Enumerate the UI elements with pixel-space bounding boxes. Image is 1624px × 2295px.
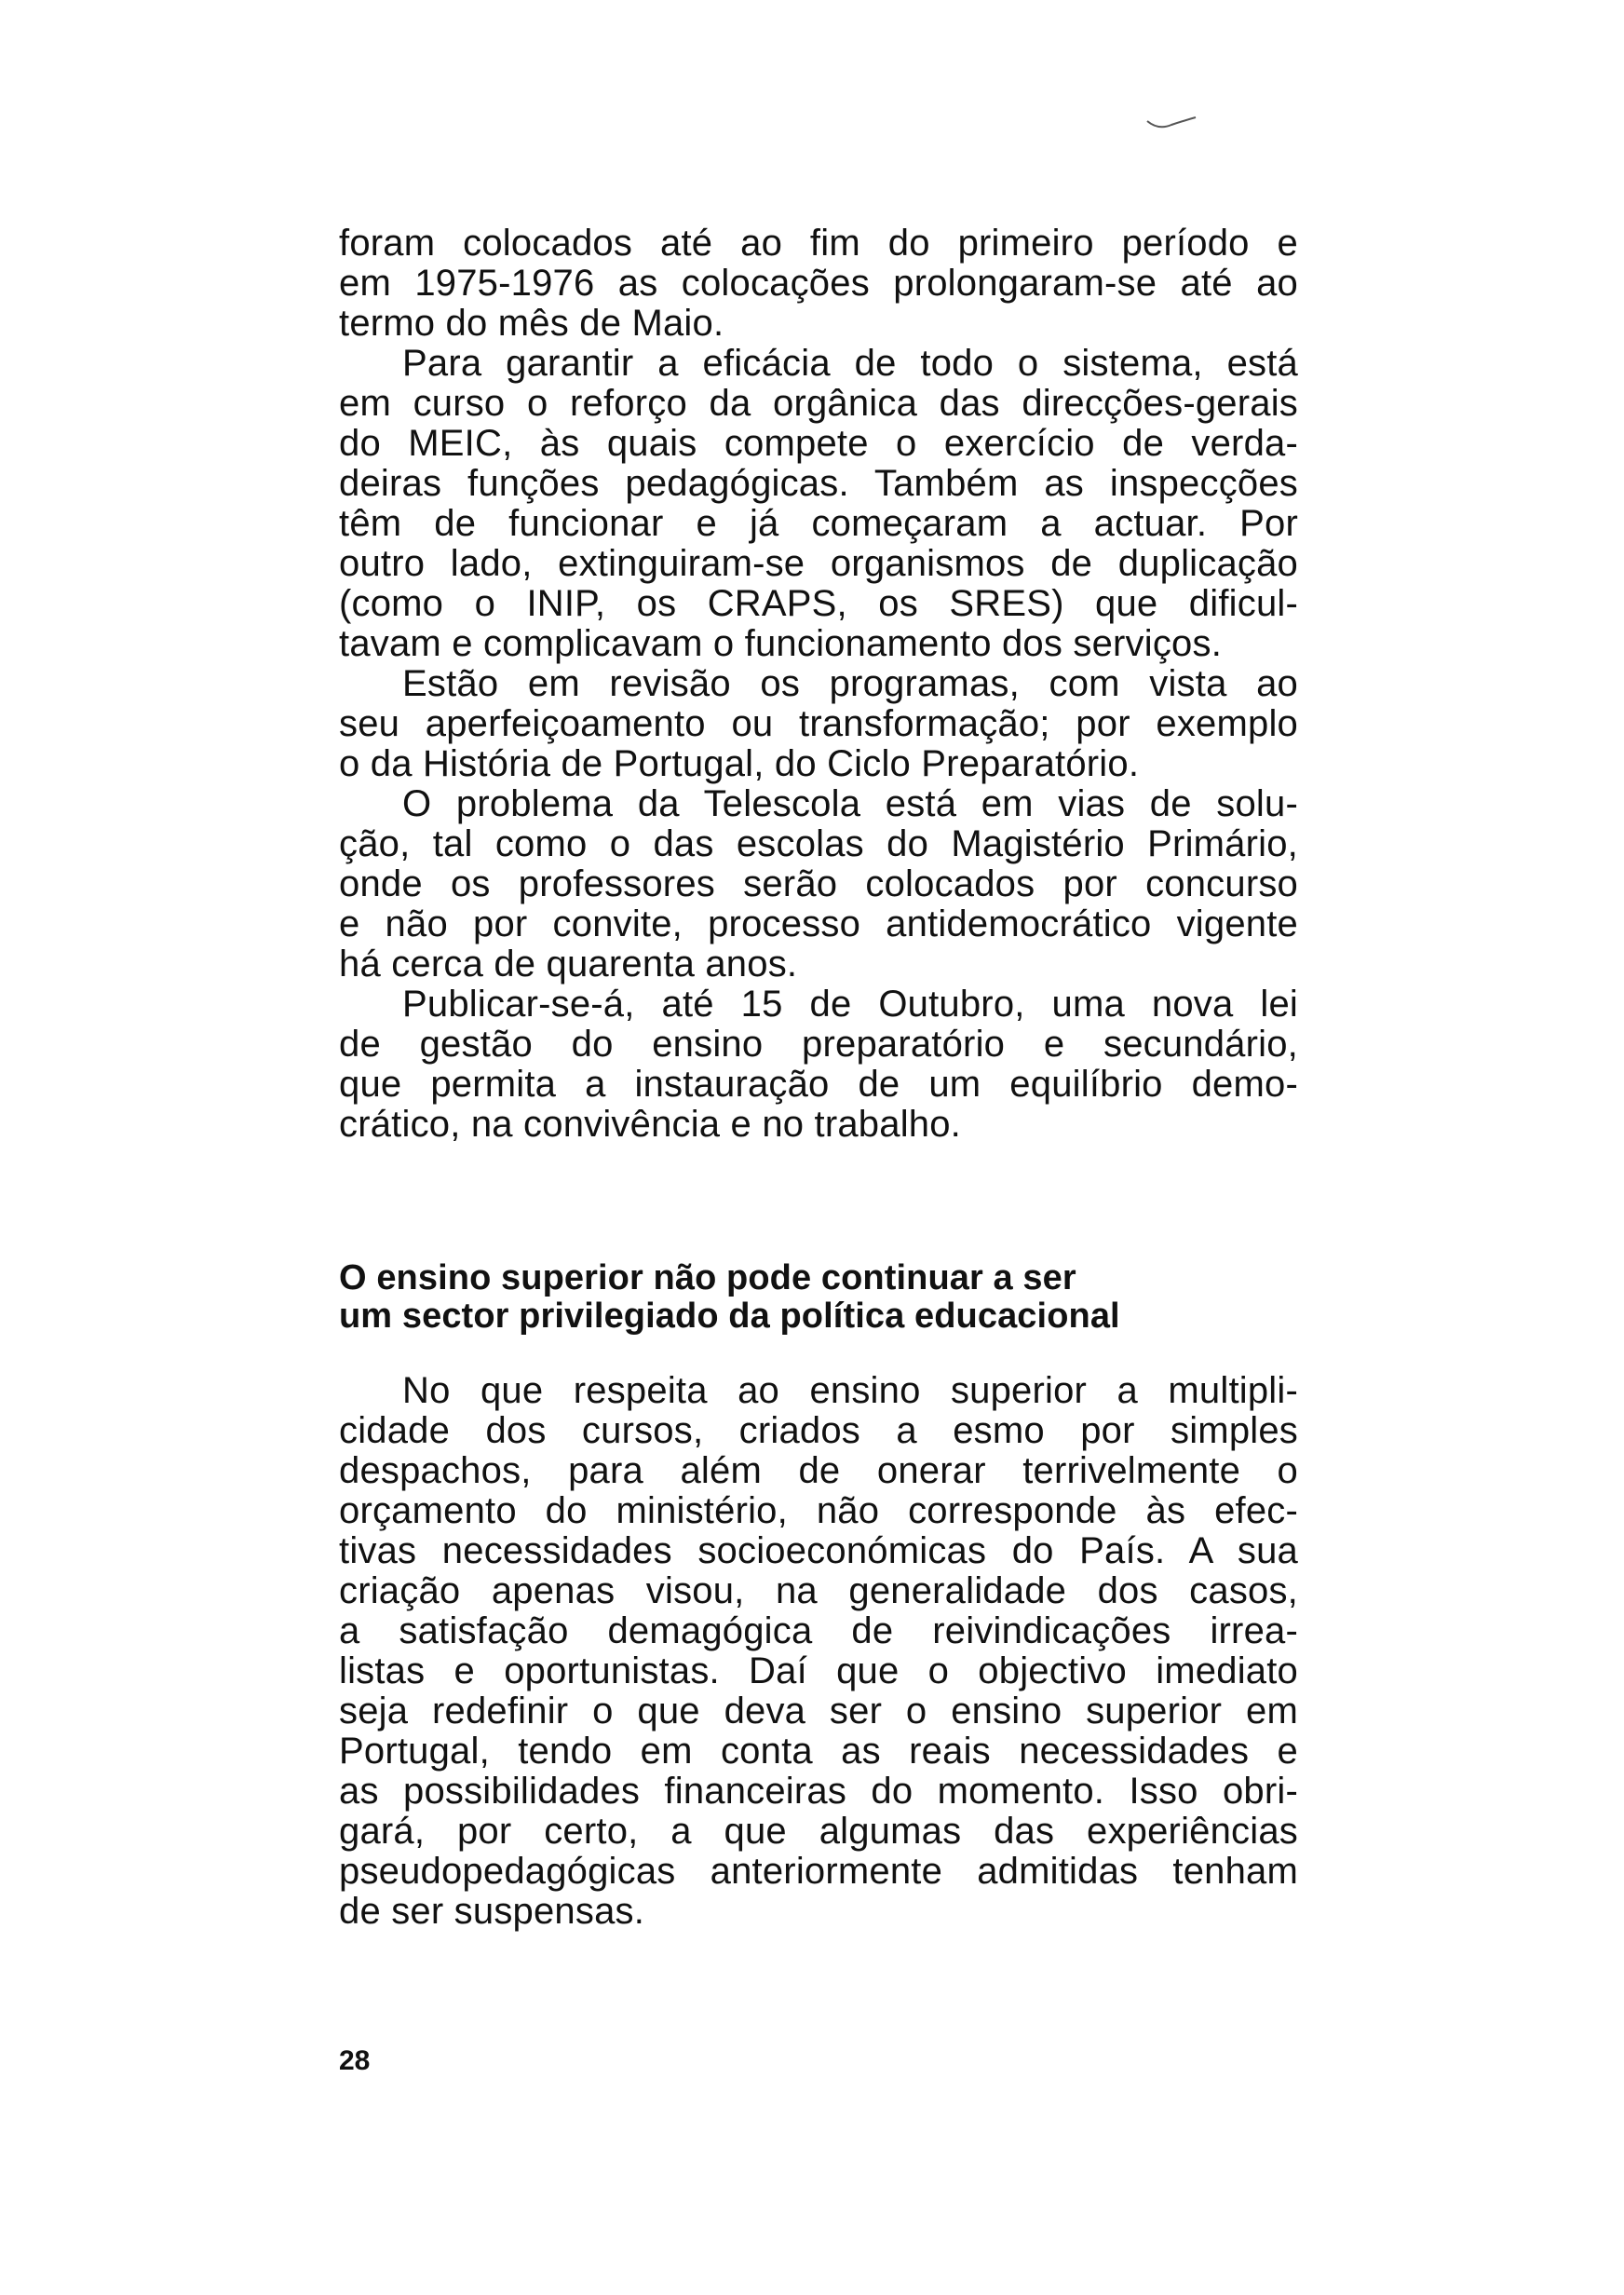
text-line: o da História de Portugal, do Ciclo Preparatório. bbox=[339, 743, 1140, 784]
text-line: em 1975-1976 as colocações prolongaram-se até ao bbox=[339, 263, 1298, 304]
heading-line: O ensino superior não pode continuar a ser bbox=[339, 1258, 1076, 1297]
text-line: de ser suspensas. bbox=[339, 1891, 645, 1932]
text-line: termo do mês de Maio. bbox=[339, 303, 724, 344]
body-text-top bbox=[339, 224, 1298, 1145]
paragraph bbox=[339, 664, 1298, 784]
paragraph bbox=[339, 784, 1298, 985]
text-line: seja redefinir o que deva ser o ensino superior em bbox=[339, 1691, 1298, 1731]
text-line: crático, na convivência e no trabalho. bbox=[339, 1104, 961, 1145]
ink-mark-icon bbox=[1145, 115, 1198, 134]
text-line: tavam e complicavam o funcionamento dos serviços. bbox=[339, 623, 1223, 664]
text-line: Estão em revisão os programas, com vista ao bbox=[402, 663, 1298, 704]
heading-line: um sector privilegiado da política educacional bbox=[339, 1297, 1120, 1336]
text-line: há cerca de quarenta anos. bbox=[339, 944, 798, 985]
paragraph bbox=[339, 1371, 1298, 1932]
text-line: O problema da Telescola está em vias de solu- bbox=[402, 783, 1298, 824]
text-line: pseudopedagógicas anteriormente admitidas tenham bbox=[339, 1851, 1298, 1892]
text-line: têm de funcionar e já começaram a actuar. Por bbox=[339, 503, 1298, 544]
text-line: de gestão do ensino preparatório e secundário, bbox=[339, 1024, 1298, 1065]
text-line: Portugal, tendo em conta as reais necessidades e bbox=[339, 1731, 1298, 1772]
text-line: seu aperfeiçoamento ou transformação; por exemplo bbox=[339, 703, 1298, 744]
text-line: listas e oportunistas. Daí que o objectivo imediato bbox=[339, 1650, 1298, 1691]
paragraph bbox=[339, 224, 1298, 344]
text-line: a satisfação demagógica de reivindicações irrea- bbox=[339, 1610, 1298, 1651]
text-line: deiras funções pedagógicas. Também as inspecções bbox=[339, 463, 1298, 504]
text-line: que permita a instauração de um equilíbrio demo- bbox=[339, 1064, 1298, 1105]
text-line: as possibilidades financeiras do momento. Isso obri- bbox=[339, 1771, 1298, 1812]
body-text-bottom bbox=[339, 1371, 1298, 1932]
text-line: e não por convite, processo antidemocrático vigente bbox=[339, 903, 1298, 944]
text-line: em curso o reforço da orgânica das direcções-gerais bbox=[339, 383, 1298, 424]
text-line: cidade dos cursos, criados a esmo por simples bbox=[339, 1410, 1298, 1451]
text-line: orçamento do ministério, não corresponde às efec- bbox=[339, 1490, 1298, 1531]
section-heading bbox=[339, 1259, 1289, 1336]
text-line: despachos, para além de onerar terrivelmente o bbox=[339, 1450, 1298, 1491]
text-line: criação apenas visou, na generalidade dos casos, bbox=[339, 1570, 1298, 1611]
text-line: foram colocados até ao fim do primeiro período e bbox=[339, 223, 1298, 264]
text-line: tivas necessidades socioeconómicas do País. A sua bbox=[339, 1530, 1298, 1571]
text-line: ção, tal como o das escolas do Magistério Primário, bbox=[339, 823, 1298, 864]
paragraph bbox=[339, 985, 1298, 1145]
text-line: Publicar-se-á, até 15 de Outubro, uma nova lei bbox=[402, 984, 1298, 1025]
text-line: gará, por certo, a que algumas das experiências bbox=[339, 1811, 1298, 1852]
text-line: Para garantir a eficácia de todo o sistema, está bbox=[402, 343, 1298, 384]
text-line: No que respeita ao ensino superior a multipli- bbox=[402, 1370, 1298, 1411]
paragraph bbox=[339, 344, 1298, 664]
page-number: 28 bbox=[339, 2045, 371, 2076]
text-line: do MEIC, às quais compete o exercício de verda- bbox=[339, 423, 1298, 464]
text-line: (como o INIP, os CRAPS, os SRES) que dificul- bbox=[339, 583, 1298, 624]
text-line: onde os professores serão colocados por concurso bbox=[339, 863, 1298, 904]
text-line: outro lado, extinguiram-se organismos de duplicação bbox=[339, 543, 1298, 584]
